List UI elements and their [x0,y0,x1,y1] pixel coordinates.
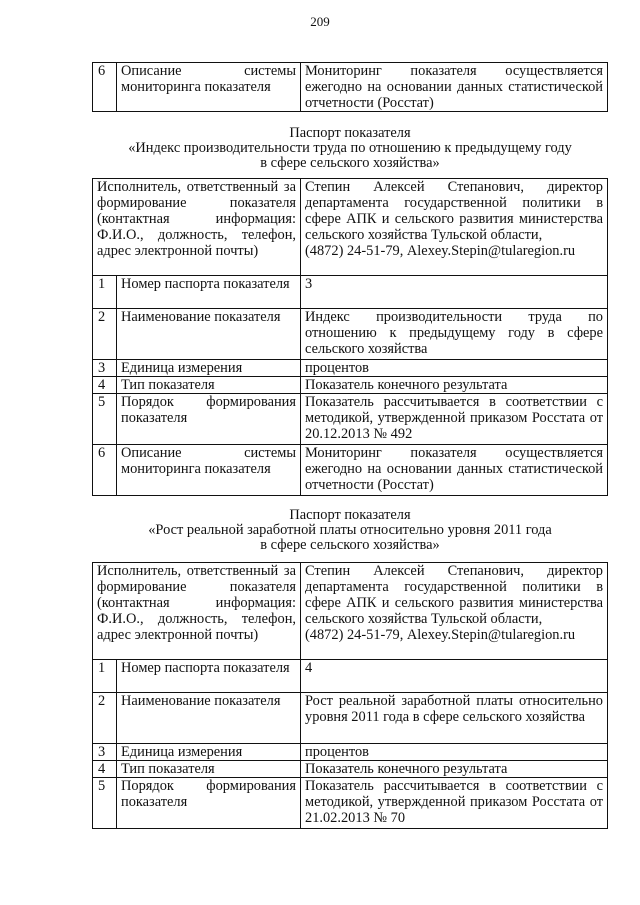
table-row [93,309,608,360]
row-value: процентов [301,744,608,761]
row-number: 6 [93,445,117,496]
executor-value [301,563,608,660]
passport-title-line: «Индекс производительности труда по отношению к предыдущему году [128,140,572,156]
table-row [93,63,608,112]
row-number: 5 [93,778,117,829]
row-number: 4 [93,377,117,394]
row-number: 4 [93,761,117,778]
row-number: 3 [93,360,117,377]
row-label: Наименование показателя [117,309,301,360]
table-row [93,276,608,309]
passport-title-line: Паспорт показателя [289,507,411,523]
executor-name: Степин Алексей Степанович, директор департамента государственной политики в сфере АПК и сельского развития министерства сельского хозяйства Тульской области, [305,563,603,627]
executor-contact: (4872) 24-51-79, Alexey.Stepin@tularegion.ru [305,243,576,259]
row-value: процентов [301,360,608,377]
table-row [93,778,608,829]
row-value: Индекс производительности труда по отношению к предыдущему году в сфере сельского хозяйства [301,309,608,360]
row-label: Порядок формирования показателя [117,394,301,445]
row-value: Показатель конечного результата [301,761,608,778]
table-row [93,660,608,693]
row-value: 3 [301,276,608,309]
row-value: Показатель рассчитывается в соответствии с методикой, утвержденной приказом Росстата от 20.12.2013 № 492 [301,394,608,445]
executor-name: Степин Алексей Степанович, директор департамента государственной политики в сфере АПК и сельского развития министерства сельского хозяйства Тульской области, [305,179,603,243]
table-row [93,693,608,744]
top-fragment-table [92,62,608,112]
passport-table [92,562,608,829]
page-number: 209 [310,14,330,29]
row-label: Номер паспорта показателя [117,660,301,693]
row-value: Показатель конечного результата [301,377,608,394]
row-number: 1 [93,276,117,309]
row-number: 3 [93,744,117,761]
row-number: 2 [93,309,117,360]
passport-title-line: Паспорт показателя [289,125,411,141]
row-label: Описание системы мониторинга показателя [117,63,301,112]
passport-title [92,508,608,553]
table-row [93,744,608,761]
passport-title [92,126,608,171]
row-label: Номер паспорта показателя [117,276,301,309]
row-value: 4 [301,660,608,693]
row-number: 5 [93,394,117,445]
row-number: 6 [93,63,117,112]
row-label: Описание системы мониторинга показателя [117,445,301,496]
row-value: Мониторинг показателя осуществляется ежегодно на основании данных статистической отчетности (Росстат) [301,63,608,112]
passport-table [92,178,608,496]
passport-title-line: в сфере сельского хозяйства» [260,537,440,553]
table-row [93,377,608,394]
table-row [93,394,608,445]
table-row [93,360,608,377]
executor-label: Исполнитель, ответственный за формирование показателя (контактная информация: Ф.И.О., должность, телефон, адрес электронной почты) [93,179,301,276]
row-label: Единица измерения [117,360,301,377]
row-number: 2 [93,693,117,744]
row-label: Порядок формирования показателя [117,778,301,829]
row-value: Мониторинг показателя осуществляется ежегодно на основании данных статистической отчетности (Росстат) [301,445,608,496]
row-label: Наименование показателя [117,693,301,744]
row-value: Показатель рассчитывается в соответствии с методикой, утвержденной приказом Росстата от 21.02.2013 № 70 [301,778,608,829]
table-row [93,761,608,778]
row-label: Тип показателя [117,761,301,778]
row-label: Единица измерения [117,744,301,761]
row-number: 1 [93,660,117,693]
executor-row [93,179,608,276]
executor-contact: (4872) 24-51-79, Alexey.Stepin@tularegion.ru [305,627,576,643]
executor-label: Исполнитель, ответственный за формирование показателя (контактная информация: Ф.И.О., должность, телефон, адрес электронной почты) [93,563,301,660]
row-label: Тип показателя [117,377,301,394]
row-value: Рост реальной заработной платы относительно уровня 2011 года в сфере сельского хозяйства [301,693,608,744]
table-row [93,445,608,496]
executor-value [301,179,608,276]
passport-title-line: в сфере сельского хозяйства» [260,155,440,171]
executor-row [93,563,608,660]
passport-title-line: «Рост реальной заработной платы относительно уровня 2011 года [148,522,552,538]
